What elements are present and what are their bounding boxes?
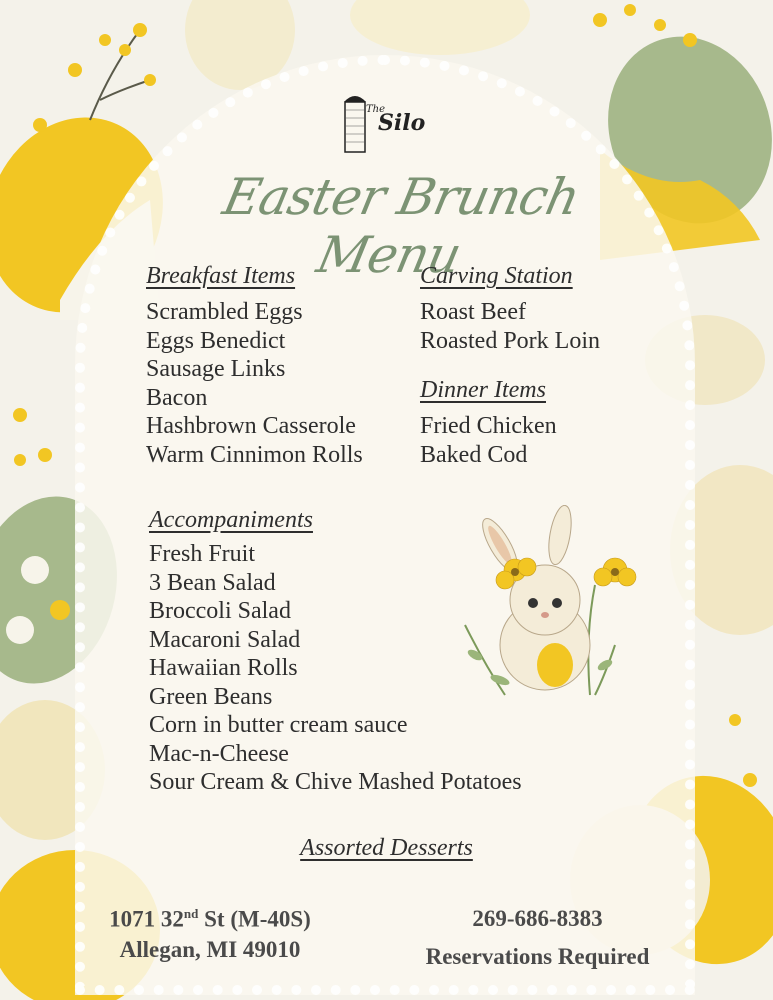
- address-street-suffix: nd: [183, 906, 199, 921]
- address-street: [70, 906, 350, 933]
- dinner-list: [420, 412, 557, 469]
- bunny-egg: [537, 643, 573, 687]
- address-street-number: 1071 32: [109, 906, 184, 932]
- branch-top-left: [90, 30, 150, 120]
- breakfast-list: [146, 298, 363, 469]
- list-item: Roast Beef: [420, 299, 526, 325]
- list-item: Hashbrown Casserole: [146, 413, 356, 439]
- address-city: Allegan, MI 49010: [119, 937, 301, 962]
- list-item: Fresh Fruit: [149, 541, 256, 567]
- silo-logo: [340, 88, 450, 158]
- silo-tower-icon: [340, 88, 370, 154]
- reservations-note: Reservations Required: [425, 944, 650, 969]
- list-item: Sausage Links: [146, 356, 286, 382]
- list-item: Scrambled Eggs: [146, 299, 303, 325]
- list-item: Corn in butter cream sauce: [149, 712, 408, 738]
- dinner-heading: Dinner Items: [420, 377, 546, 403]
- list-item: Macaroni Salad: [149, 626, 301, 653]
- list-item: Roasted Pork Loin: [420, 327, 600, 354]
- list-item: 3 Bean Salad: [149, 569, 276, 596]
- logo-the: The: [366, 104, 386, 115]
- menu-title: Easter Brunch Menu: [218, 168, 585, 284]
- list-item: Bacon: [146, 384, 208, 411]
- breakfast-heading: Breakfast Items: [146, 263, 296, 289]
- list-item: Green Beans: [149, 683, 273, 710]
- logo-name: Silo: [378, 110, 426, 136]
- address-street-name: St (M-40S): [198, 906, 311, 932]
- list-item: Eggs Benedict: [146, 327, 286, 354]
- list-item: Broccoli Salad: [149, 598, 291, 624]
- carving-heading: Carving Station: [420, 263, 573, 289]
- list-item: Hawaiian Rolls: [149, 655, 298, 681]
- list-item: Fried Chicken: [420, 413, 557, 439]
- list-item: Baked Cod: [420, 441, 528, 468]
- list-item: Warm Cinnimon Rolls: [146, 441, 363, 468]
- egg-top-center-2: [350, 0, 530, 55]
- carving-list: [420, 298, 600, 355]
- list-item: Sour Cream & Chive Mashed Potatoes: [149, 769, 522, 795]
- desserts-heading: Assorted Desserts: [300, 835, 473, 861]
- phone-number: 269-686-8383: [472, 906, 603, 931]
- list-item: Mac-n-Cheese: [149, 740, 289, 767]
- accompaniments-heading: Accompaniments: [149, 507, 313, 533]
- bunny-illustration: [445, 505, 645, 705]
